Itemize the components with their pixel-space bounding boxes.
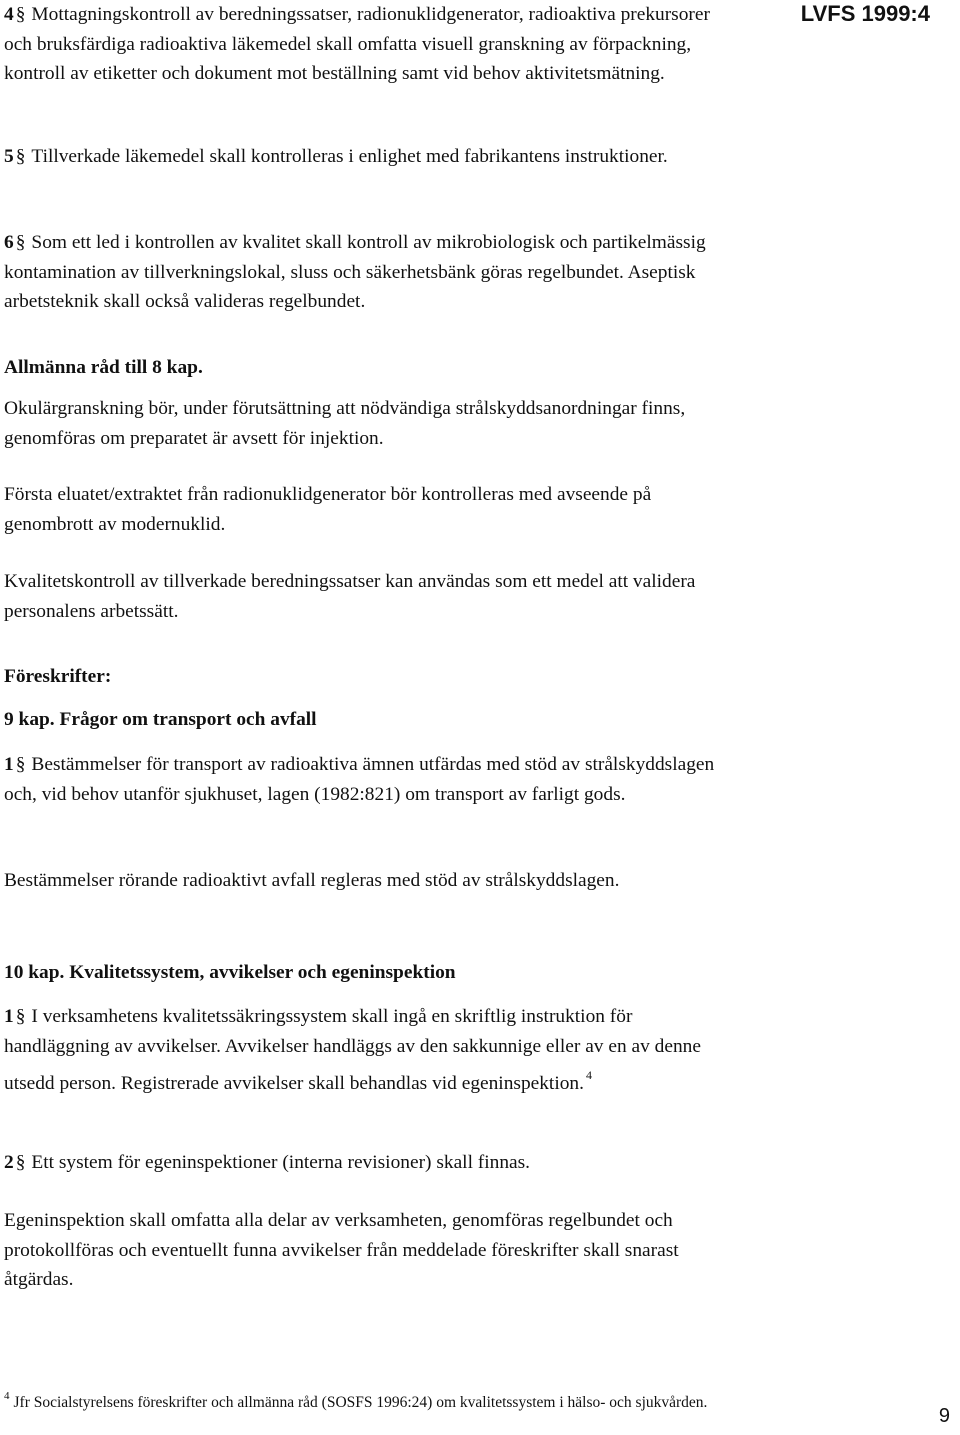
section-sign: § xyxy=(15,232,26,253)
section-sign: § xyxy=(15,754,26,775)
footnote xyxy=(4,1385,764,1414)
chapter-10-heading: 10 kap. Kvalitetssystem, avvikelser och egeninspektion xyxy=(4,962,456,983)
paragraph-9-1-continued: Bestämmelser rörande radioaktivt avfall regleras med stöd av strålskyddslagen. xyxy=(4,870,620,891)
chapter-9-heading: 9 kap. Frågor om transport och avfall xyxy=(4,709,317,730)
paragraph-9-1 xyxy=(4,750,734,809)
paragraph-number: 4 xyxy=(4,4,14,25)
paragraph-text: I verksamhetens kvalitetssäkringssystem skall ingå en skriftlig instruktion för handläggning av avvikelser. Avvikelser handläggs av den sakkunnige eller av en av denne utsedd person. Registrerade avvikelser skall behandlas vid egeninspektion. xyxy=(4,1006,701,1094)
paragraph-10-2-continued: Egeninspektion skall omfatta alla delar av verksamheten, genomföras regelbundet och protokollföras och eventuellt funna avvikelser från meddelade föreskrifter skall snarast åtgärdas. xyxy=(4,1210,679,1290)
footnote-text: Jfr Socialstyrelsens föreskrifter och allmänna råd (SOSFS 1996:24) om kvalitetssystem i hälso- och sjukvården. xyxy=(13,1394,708,1411)
advice-paragraph-1: Okulärgranskning bör, under förutsättning att nödvändiga strålskyddsanordningar finns, genomföras om preparatet är avsett för injektion. xyxy=(4,398,686,449)
footnote-mark: 4 xyxy=(4,1390,10,1402)
paragraph-text: Som ett led i kontrollen av kvalitet skall kontroll av mikrobiologisk och partikelmässig kontamination av tillverkningslokal, sluss och säkerhetsbänk göras regelbundet. Aseptisk arbetsteknik skall också valideras regelbundet. xyxy=(4,232,706,312)
paragraph-text: Bestämmelser för transport av radioaktiva ämnen utfärdas med stöd av strålskyddslagen och, vid behov utanför sjukhuset, lagen (1982:821) om transport av farligt gods. xyxy=(4,754,715,805)
paragraph-number: 2 xyxy=(4,1152,14,1173)
section-sign: § xyxy=(15,1006,26,1027)
section-sign: § xyxy=(15,4,26,25)
paragraph-text: Ett system för egeninspektioner (interna revisioner) skall finnas. xyxy=(31,1152,531,1173)
page-number: 9 xyxy=(938,1405,950,1427)
general-advice-heading: Allmänna råd till 8 kap. xyxy=(4,357,203,378)
regulations-heading: Föreskrifter: xyxy=(4,666,112,687)
paragraph-text: Tillverkade läkemedel skall kontrolleras i enlighet med fabrikantens instruktioner. xyxy=(31,146,668,167)
paragraph-number: 6 xyxy=(4,232,14,253)
section-sign: § xyxy=(15,1152,26,1173)
footnote-reference[interactable]: 4 xyxy=(585,1068,592,1082)
advice-paragraph-3: Kvalitetskontroll av tillverkade beredningssatser kan användas som ett medel att validera personalens arbetssätt. xyxy=(4,571,696,622)
advice-paragraph-2: Första eluatet/extraktet från radionuklidgenerator bör kontrolleras med avseende på genombrott av modernuklid. xyxy=(4,484,652,535)
paragraph-number: 5 xyxy=(4,146,14,167)
paragraph-text: Mottagningskontroll av beredningssatser, radionuklidgenerator, radioaktiva prekursorer och bruksfärdiga radioaktiva läkemedel skall omfatta visuell granskning av förpackning, kontroll av etiketter och dokument mot beställning samt vid behov aktivitetsmätning. xyxy=(4,4,710,84)
paragraph-10-1 xyxy=(4,1002,734,1099)
paragraph-8-4 xyxy=(4,0,734,89)
paragraph-number: 1 xyxy=(4,1006,14,1027)
document-code: LVFS 1999:4 xyxy=(800,1,930,26)
paragraph-10-2 xyxy=(4,1148,734,1178)
paragraph-8-6 xyxy=(4,228,734,317)
paragraph-number: 1 xyxy=(4,754,14,775)
section-sign: § xyxy=(15,146,26,167)
paragraph-8-5 xyxy=(4,142,734,172)
